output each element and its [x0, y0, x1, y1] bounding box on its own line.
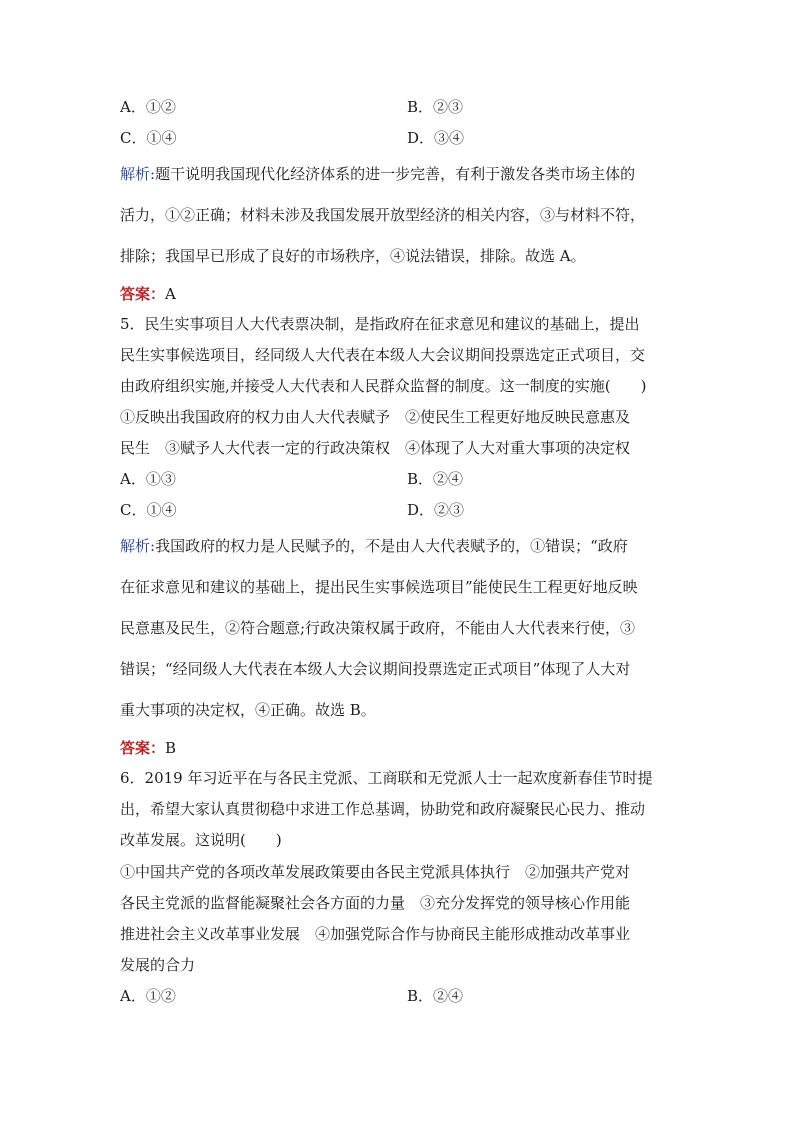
analysis-line: 错误；“经同级人大代表在本级人大会议期间投票选定正式项目”体现了人大对: [120, 660, 631, 678]
answer-label: 答案：: [120, 285, 166, 303]
analysis-text: 题干说明我国现代化经济体系的进一步完善，有利于激发各类市场主体的: [155, 165, 636, 183]
option-a: A．①③: [120, 470, 176, 488]
answer-label: 答案：: [120, 739, 166, 757]
analysis-line: [120, 164, 680, 184]
question-stem-line: 出，希望大家认真贯彻稳中求进工作总基调，协助党和政府凝聚民心民力、推动: [120, 800, 646, 818]
option-b: B．②③: [407, 98, 464, 116]
option-a: A．①②: [120, 987, 176, 1005]
option-a: A．①②: [120, 98, 176, 116]
answer-line: [120, 284, 680, 304]
option-c: C．①④: [120, 129, 177, 147]
question-stem-line: 民生实事候选项目，经同级人大代表在本级人大会议期间投票选定正式项目，交: [120, 346, 646, 364]
answer-line: [120, 738, 680, 758]
analysis-text: 我国政府的权力是人民赋予的，不是由人大代表赋予的，①错误；“政府: [155, 537, 628, 555]
answer-value: A: [165, 285, 176, 303]
analysis-line: 民意惠及民生，②符合题意;行政决策权属于政府，不能由人大代表来行使，③: [120, 619, 636, 637]
question-stem-line: 推进社会主义改革事业发展 ④加强党际合作与协商民主能形成推动改革事业: [120, 925, 631, 943]
analysis-line: 排除；我国早已形成了良好的市场秩序，④说法错误，排除。故选 A。: [120, 247, 586, 265]
analysis-line: 重大事项的决定权，④正确。故选 B。: [120, 701, 376, 719]
question-stem-line: 民生 ③赋予人大代表一定的行政决策权 ④体现了人大对重大事项的决定权: [120, 439, 631, 457]
question-stem-line: ①反映出我国政府的权力由人大代表赋予 ②使民生工程更好地反映民意惠及: [120, 408, 631, 426]
option-d: D．③④: [407, 129, 465, 147]
option-b: B．②④: [407, 470, 464, 488]
analysis-line: [120, 536, 680, 556]
option-d: D．②③: [407, 501, 465, 519]
option-c: C．①④: [120, 501, 177, 519]
option-b: B．②④: [407, 987, 464, 1005]
question-stem-line: 改革发展。这说明( ): [120, 831, 282, 849]
question-stem-line: 发展的合力: [120, 956, 196, 974]
question-stem-line: 各民主党派的监督能凝聚社会各方面的力量 ③充分发挥党的领导核心作用能: [120, 894, 631, 912]
question-stem-line: 6．2019 年习近平在与各民主党派、工商联和无党派人士一起欢度新春佳节时提: [120, 769, 653, 787]
analysis-label: 解析:: [120, 165, 156, 183]
answer-value: B: [165, 739, 177, 757]
analysis-line: 活力，①②正确；材料未涉及我国发展开放型经济的相关内容，③与材料不符，: [120, 206, 646, 224]
question-stem-line: ①中国共产党的各项改革发展政策要由各民主党派具体执行 ②加强共产党对: [120, 863, 631, 881]
analysis-line: 在征求意见和建议的基础上，提出民生实事候选项目”能使民生工程更好地反映: [120, 578, 638, 596]
analysis-label: 解析:: [120, 537, 156, 555]
question-stem-line: 由政府组织实施,并接受人大代表和人民群众监督的制度。这一制度的实施( ): [120, 377, 647, 395]
question-stem-line: 5．民生实事项目人大代表票决制，是指政府在征求意见和建议的基础上，提出: [120, 315, 640, 333]
